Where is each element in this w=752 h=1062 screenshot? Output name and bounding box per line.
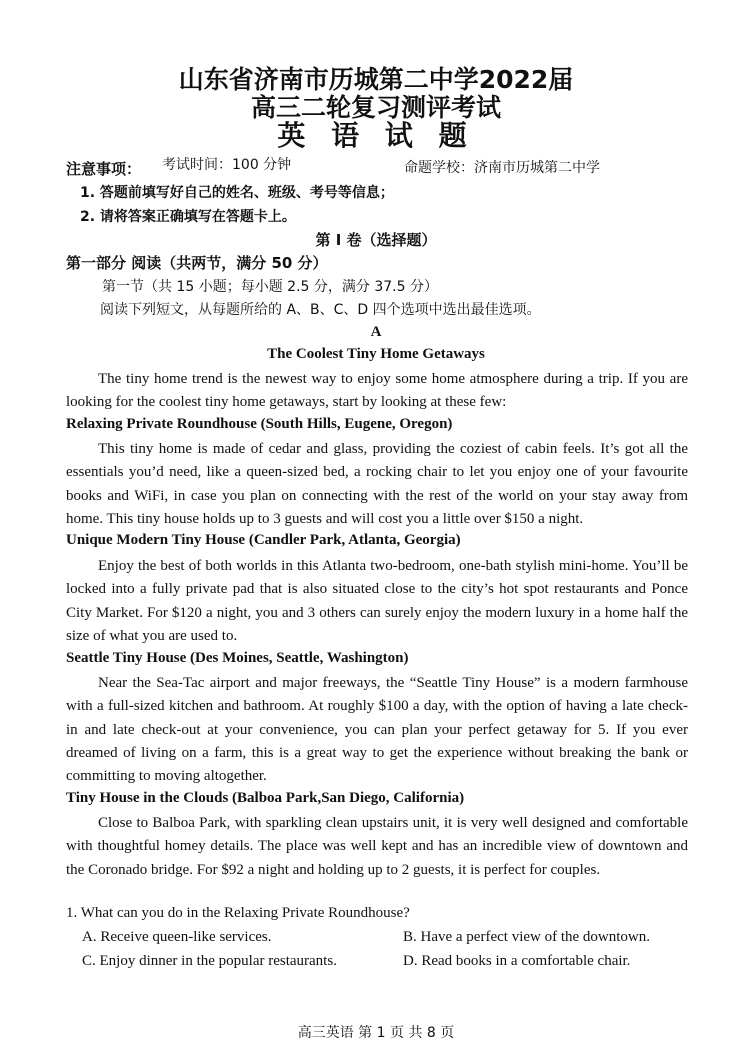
question-stem: 1. What can you do in the Relaxing Private Roundhouse?: [66, 905, 410, 921]
section-heading: Relaxing Private Roundhouse (South Hills, Eugene, Oregon): [66, 416, 453, 432]
notice-label: 注意事项：: [66, 160, 142, 178]
passage-title: The Coolest Tiny Home Getaways: [267, 346, 485, 362]
exam-time: 考试时间：100 分钟: [162, 157, 292, 173]
section-heading: Seattle Tiny House (Des Moines, Seattle, Washington): [66, 650, 409, 666]
notice-item-1: 1. 答题前填写好自己的姓名、班级、考号等信息；: [80, 185, 394, 201]
reading-instruction: 阅读下列短文，从每题所给的 A、B、C、D 四个选项中选出最佳选项。: [100, 302, 541, 318]
option-b: B. Have a perfect view of the downtown.: [403, 929, 651, 945]
title-line-3: 英 语 试 题: [277, 119, 475, 152]
part-title: 第一部分 阅读（共两节，满分 50 分）: [66, 254, 328, 272]
title-line-1: 山东省济南市历城第二中学2022届: [178, 65, 574, 94]
notice-item-2: 2. 请将答案正确填写在答题卡上。: [80, 209, 296, 225]
passage-letter: A: [370, 324, 382, 340]
volume-title: 第 I 卷（选择题）: [315, 231, 437, 249]
section-paragraph: Near the Sea-Tac airport and major freeways, the “Seattle Tiny House” is a modern farmhouse with a full-sized kitchen and bathroom. At roughly $100 a day, with the option of having a late check-in and late check-out at your convenience, you can plan your perfect getaway for 5. If you ever dreamed of living on a farm, this is a great way to get the experience without breaking the bank or committing to moving altogether.: [66, 675, 688, 785]
section-paragraph: This tiny home is made of cedar and glass, providing the coziest of cabin feels. It’s got all the essentials you’d need, like a queen-sized bed, a rocking chair to let you enjoy one of your favourite books and WiFi, in case you plan on connecting with the rest of the world on your stay away from home. This tiny house holds up to 3 guests and will cost you a little over $150 a night.: [66, 441, 688, 527]
section-heading: Tiny House in the Clouds (Balboa Park,San Diego, California): [66, 790, 465, 806]
page-footer: 高三英语 第 1 页 共 8 页: [297, 1025, 455, 1041]
title-line-2: 高三二轮复习测评考试: [250, 93, 501, 122]
option-a: A. Receive queen-like services.: [82, 929, 272, 945]
exam-school: 命题学校：济南市历城第二中学: [404, 160, 600, 176]
section-paragraph: Enjoy the best of both worlds in this Atlanta two-bedroom, one-bath stylish mini-home. You’ll be locked into a fully private pad that is also situated close to the city’s hot spot restaurants and Ponce City Market. For $120 a night, you and 3 others can surely enjoy the modern luxury in a home half the size of what you are used to.: [66, 558, 688, 644]
option-d: D. Read books in a comfortable chair.: [403, 953, 631, 969]
passage-intro: The tiny home trend is the newest way to enjoy some home atmosphere during a trip. If you are looking for the coolest tiny home getaways, start by looking at these few:: [66, 371, 688, 411]
section-title: 第一节（共 15 小题；每小题 2.5 分，满分 37.5 分）: [102, 279, 438, 295]
option-c: C. Enjoy dinner in the popular restaurants.: [82, 953, 337, 969]
section-paragraph: Close to Balboa Park, with sparkling clean upstairs unit, it is very well designed and comfortable with thoughtful homey details. The place was well kept and has an incredible view of downtown and the Coronado bridge. For $92 a night and holding up to 2 guests, it is perfect for couples.: [66, 815, 688, 878]
section-heading: Unique Modern Tiny House (Candler Park, Atlanta, Georgia): [66, 532, 461, 548]
